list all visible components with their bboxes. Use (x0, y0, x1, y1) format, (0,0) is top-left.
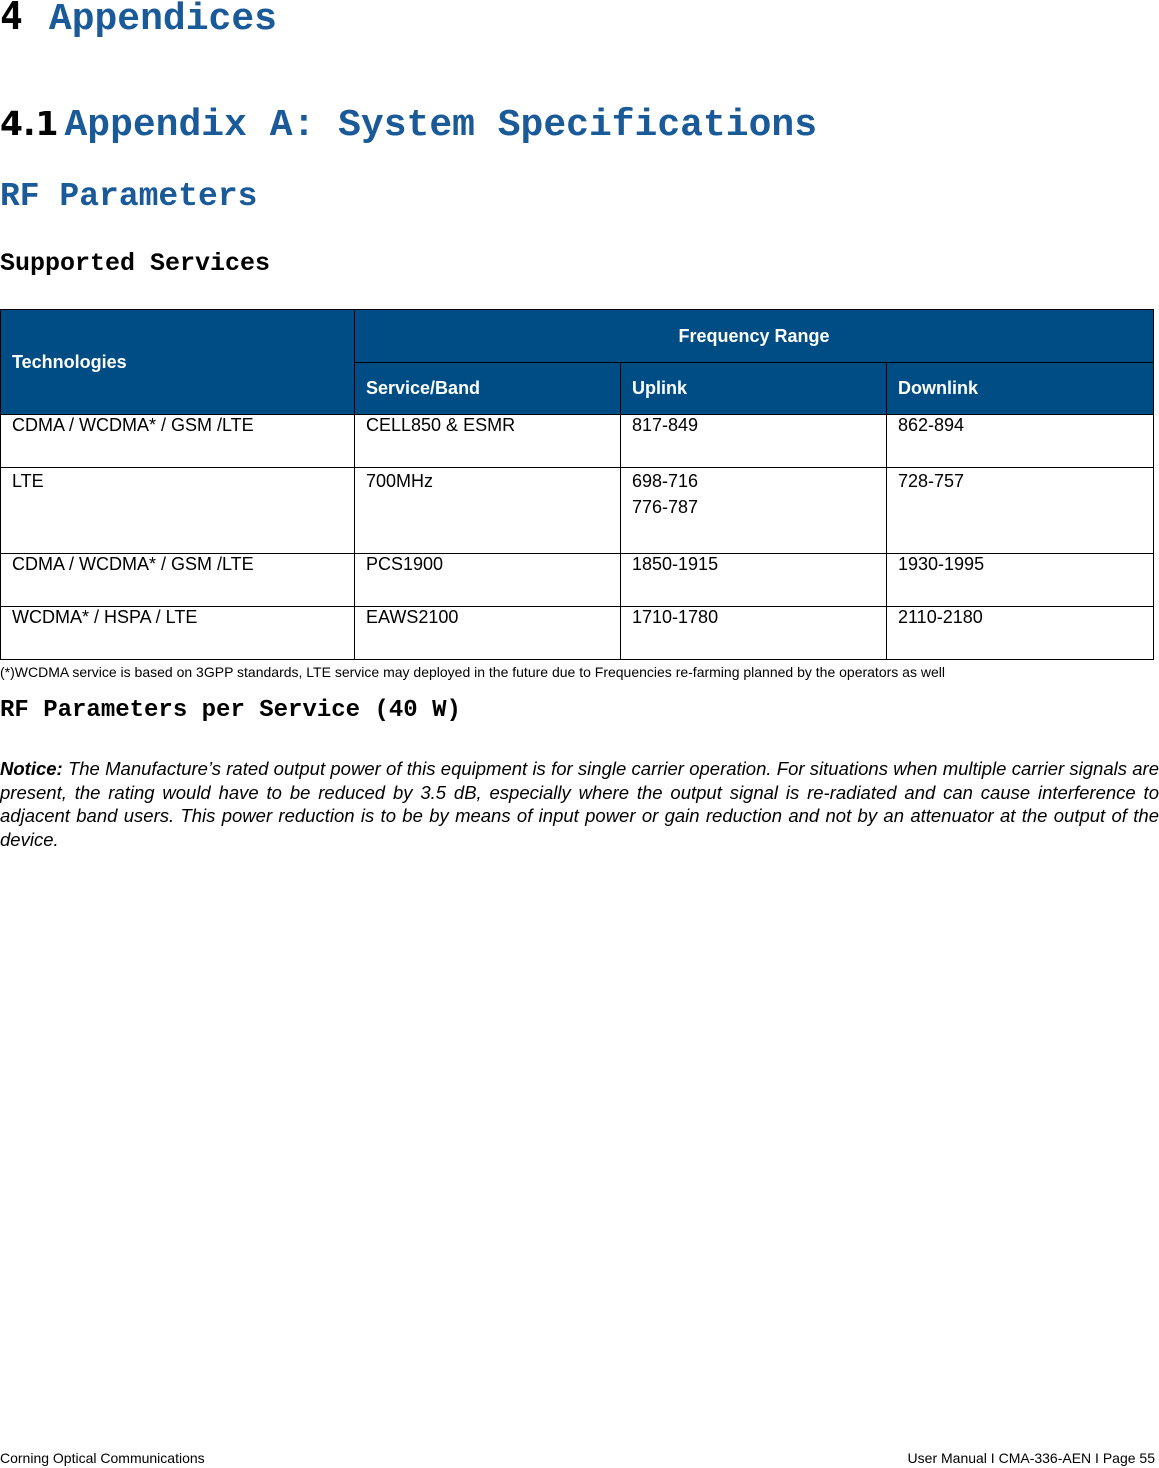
cell-technologies-text: LTE (12, 471, 44, 491)
chapter-heading (0, 0, 277, 41)
footer-page-info: User Manual I CMA-336-AEN I Page 55 (907, 1450, 1155, 1466)
table-header-row (1, 310, 1154, 363)
subsection-heading: RF Parameters (0, 178, 258, 215)
header-service-band: Service/Band (355, 363, 621, 415)
notice-text: The Manufacture’s rated output power of this equipment is for single carrier operation. For situations when multiple carrier signals are present, the rating would have to be reduced by 3.5 dB, especially where the output signal is re-radiated and can cause interference to adjacent band users. This power reduction is to be by means of input power or gain reduction and not by an attenuator at the output of the device. (0, 758, 1159, 850)
cell-uplink: 1710-1780 (621, 607, 887, 660)
supported-services-heading: Supported Services (0, 249, 271, 278)
cell-downlink-text: 728-757 (898, 471, 965, 491)
cell-uplink: 1850-1915 (621, 554, 887, 607)
table-row (1, 554, 1154, 607)
footer-company: Corning Optical Communications (0, 1450, 205, 1466)
cell-downlink (887, 468, 1154, 554)
cell-technologies: CDMA / WCDMA* / GSM /LTE (1, 415, 355, 468)
cell-uplink (621, 468, 887, 554)
notice-paragraph (0, 757, 1159, 851)
cell-band-text: 700MHz (366, 471, 434, 491)
cell-downlink: 2110-2180 (887, 607, 1154, 660)
table-footnote: (*)WCDMA service is based on 3GPP standards, LTE service may deployed in the future due to Frequencies re-farming planned by the operators as well (0, 664, 945, 680)
cell-technologies: CDMA / WCDMA* / GSM /LTE (1, 554, 355, 607)
table-row (1, 415, 1154, 468)
supported-services-table (0, 309, 1154, 660)
cell-band: PCS1900 (355, 554, 621, 607)
section-number: 4.1 (0, 104, 59, 143)
header-frequency-range: Frequency Range (355, 310, 1154, 363)
cell-downlink: 862-894 (887, 415, 1154, 468)
cell-band: CELL850 & ESMR (355, 415, 621, 468)
cell-uplink-line: 776-787 (632, 497, 699, 517)
header-downlink: Downlink (887, 363, 1154, 415)
section-title: Appendix A: System Specifications (64, 104, 817, 147)
cell-technologies: WCDMA* / HSPA / LTE (1, 607, 355, 660)
rf-parameters-per-service-heading: RF Parameters per Service (40 W) (0, 697, 461, 724)
notice-label: Notice: (0, 758, 63, 779)
table-row (1, 468, 1154, 554)
cell-technologies (1, 468, 355, 554)
header-uplink: Uplink (621, 363, 887, 415)
chapter-number: 4 (0, 0, 23, 38)
section-heading (0, 104, 817, 147)
cell-uplink-line: 698-716 (632, 471, 699, 491)
chapter-title: Appendices (48, 0, 277, 41)
header-technologies: Technologies (1, 310, 355, 415)
cell-band (355, 468, 621, 554)
cell-uplink: 817-849 (621, 415, 887, 468)
cell-band: EAWS2100 (355, 607, 621, 660)
table-row (1, 607, 1154, 660)
cell-downlink: 1930-1995 (887, 554, 1154, 607)
